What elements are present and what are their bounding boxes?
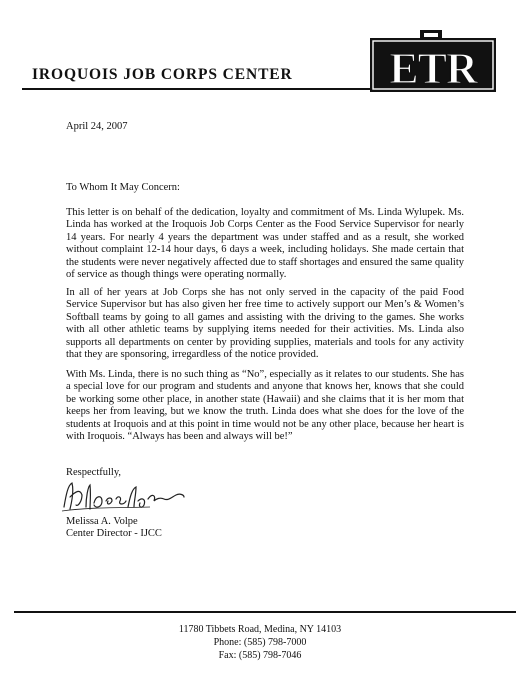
handwritten-signature bbox=[60, 477, 188, 517]
signer-title: Center Director - IJCC bbox=[66, 528, 162, 539]
etr-logo bbox=[370, 30, 496, 92]
paragraph-3: With Ms. Linda, there is no such thing as “No”, especially as it relates to our students. She has a special love for our program and students and anyone that knows her, knows that she could be working some other place, in another state (Hawaii) and she claims that it is her mom that keeps her from leaving, but we know the truth. Linda does what she does for the love of the students at Iroquois and at this point in time would not be any other place, because her heart is with Iroquois. “Always has been and always will be!” bbox=[66, 369, 464, 443]
footer-rule bbox=[14, 611, 516, 613]
salutation: To Whom It May Concern: bbox=[66, 182, 180, 193]
paragraph-1: This letter is on behalf of the dedication, loyalty and commitment of Ms. Linda Wylupek. Ms. Linda has worked at the Iroquois Job Corps Center as the Food Service Supervisor for nearly 14 years. For nearly 4 years the department was under staffed and as a result, she worked without complaint 12-14 hour days, 6 days a week, including holidays. She made certain that the students were never negatively affected due to staff shortages and ensured the same quality of service as though things were operating normally. bbox=[66, 207, 464, 281]
paragraph-2: In all of her years at Job Corps she has not only served in the capacity of the paid Food Service Supervisor but has also given her free time to actively support our Men’s & Women’s Softball teams by going to all games and assisting with the driving to the games. She works with all other athletic teams by supplying items needed for their activities. Ms. Linda also supports all departments on center by providing supplies, materials and tools for any activity that they are sponsoring, irregardless of the notice provided. bbox=[66, 287, 464, 361]
footer-address: 11780 Tibbets Road, Medina, NY 14103 bbox=[178, 624, 342, 635]
footer-fax: Fax: (585) 798-7046 bbox=[218, 650, 302, 661]
header-rule bbox=[22, 88, 370, 90]
organization-name: IROQUOIS JOB CORPS CENTER bbox=[32, 66, 293, 83]
footer-phone: Phone: (585) 798-7000 bbox=[213, 637, 307, 648]
closing: Respectfully, bbox=[66, 467, 122, 478]
letter-date: April 24, 2007 bbox=[66, 121, 128, 132]
logo-lettering: ETR bbox=[389, 44, 477, 92]
signer-name: Melissa A. Volpe bbox=[66, 516, 138, 527]
